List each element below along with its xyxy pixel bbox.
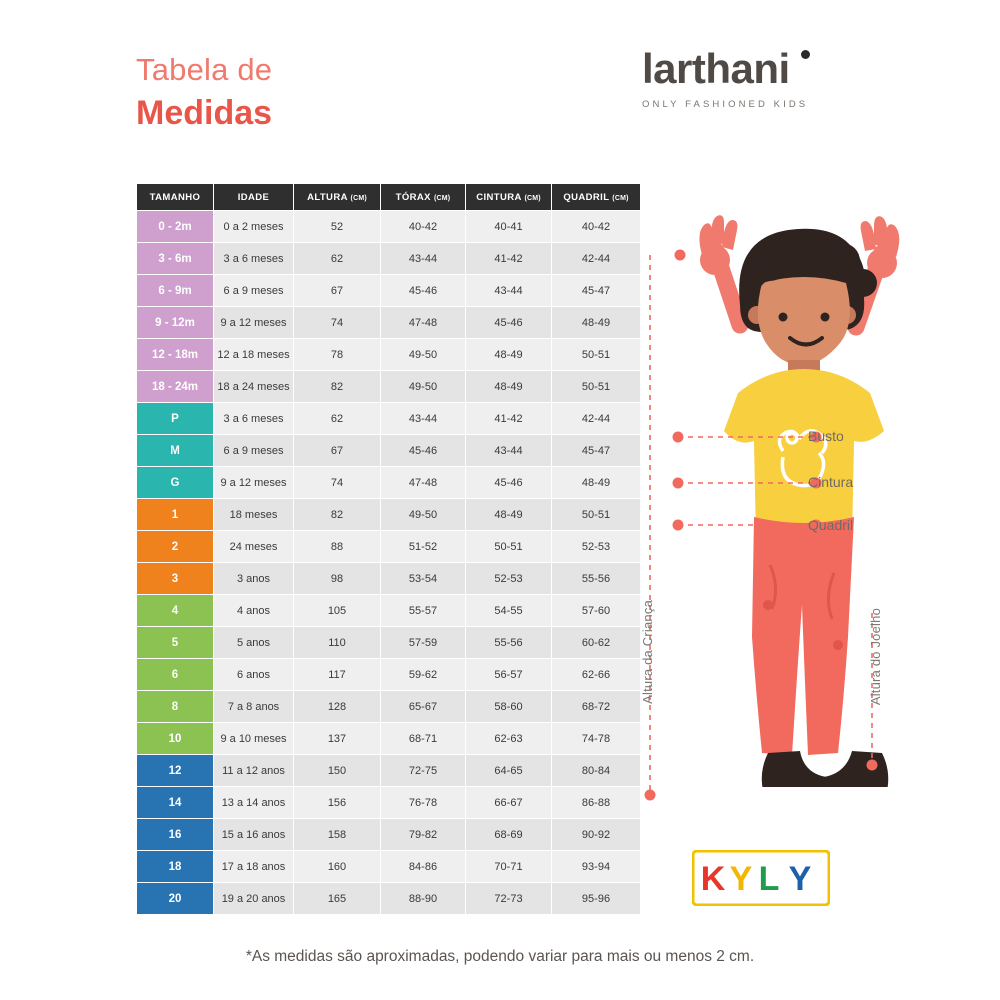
table-cell-cintura: 54-55 — [466, 595, 552, 627]
table-row — [137, 403, 641, 435]
table-row — [137, 883, 641, 915]
table-cell-quadril: 74-78 — [552, 723, 641, 755]
table-cell-quadril: 50-51 — [552, 371, 641, 403]
table-cell-quadril: 60-62 — [552, 627, 641, 659]
table-cell-altura: 98 — [294, 563, 381, 595]
table-cell-torax: 68-71 — [381, 723, 466, 755]
table-cell-altura: 158 — [294, 819, 381, 851]
table-cell-idade: 12 a 18 meses — [214, 339, 294, 371]
table-cell-size: 16 — [137, 819, 214, 851]
table-cell-size: 1 — [137, 499, 214, 531]
table-cell-idade: 6 anos — [214, 659, 294, 691]
table-row — [137, 499, 641, 531]
table-cell-torax: 57-59 — [381, 627, 466, 659]
table-header-cell — [137, 184, 214, 211]
title-line-2: Medidas — [136, 93, 273, 132]
table-header-unit: (CM) — [433, 194, 451, 202]
table-row — [137, 723, 641, 755]
table-cell-size: 12 - 18m — [137, 339, 214, 371]
table-cell-altura: 62 — [294, 403, 381, 435]
table-cell-size: 18 - 24m — [137, 371, 214, 403]
measurements-table-wrapper — [136, 183, 640, 915]
table-body — [137, 211, 641, 915]
table-header-cell — [381, 184, 466, 211]
table-header-label: IDADE — [237, 191, 270, 203]
table-cell-altura: 160 — [294, 851, 381, 883]
table-cell-altura: 165 — [294, 883, 381, 915]
table-cell-cintura: 48-49 — [466, 339, 552, 371]
table-cell-altura: 52 — [294, 211, 381, 243]
table-cell-altura: 137 — [294, 723, 381, 755]
label-altura-joelho: Altura do Joelho — [868, 608, 883, 706]
table-cell-size: 6 - 9m — [137, 275, 214, 307]
table-cell-altura: 105 — [294, 595, 381, 627]
table-cell-cintura: 41-42 — [466, 403, 552, 435]
table-cell-size: M — [137, 435, 214, 467]
table-cell-torax: 88-90 — [381, 883, 466, 915]
table-cell-torax: 47-48 — [381, 467, 466, 499]
table-cell-torax: 45-46 — [381, 435, 466, 467]
table-cell-quadril: 68-72 — [552, 691, 641, 723]
table-cell-quadril: 42-44 — [552, 403, 641, 435]
table-header-unit: (CM) — [350, 194, 367, 202]
brand-name-text: larthani — [642, 45, 790, 92]
table-row — [137, 339, 641, 371]
table-cell-quadril: 93-94 — [552, 851, 641, 883]
label-cintura: Cintura — [808, 474, 854, 490]
table-cell-quadril: 57-60 — [552, 595, 641, 627]
table-cell-altura: 74 — [294, 467, 381, 499]
table-row — [137, 627, 641, 659]
table-cell-altura: 110 — [294, 627, 381, 659]
table-cell-quadril: 55-56 — [552, 563, 641, 595]
table-cell-size: 12 — [137, 755, 214, 787]
table-cell-idade: 4 anos — [214, 595, 294, 627]
table-cell-cintura: 43-44 — [466, 275, 552, 307]
table-header-row — [137, 184, 641, 211]
table-cell-torax: 76-78 — [381, 787, 466, 819]
table-cell-torax: 79-82 — [381, 819, 466, 851]
table-header — [137, 184, 641, 211]
table-cell-quadril: 40-42 — [552, 211, 641, 243]
table-cell-altura: 82 — [294, 499, 381, 531]
table-cell-torax: 43-44 — [381, 243, 466, 275]
table-row — [137, 243, 641, 275]
table-cell-size: 2 — [137, 531, 214, 563]
table-row — [137, 755, 641, 787]
table-cell-idade: 9 a 10 meses — [214, 723, 294, 755]
table-cell-cintura: 72-73 — [466, 883, 552, 915]
table-cell-torax: 55-57 — [381, 595, 466, 627]
table-cell-cintura: 48-49 — [466, 499, 552, 531]
table-cell-idade: 3 a 6 meses — [214, 243, 294, 275]
table-cell-altura: 82 — [294, 371, 381, 403]
table-cell-idade: 9 a 12 meses — [214, 307, 294, 339]
table-cell-altura: 62 — [294, 243, 381, 275]
table-row — [137, 371, 641, 403]
table-cell-cintura: 43-44 — [466, 435, 552, 467]
table-cell-quadril: 50-51 — [552, 339, 641, 371]
face — [758, 277, 850, 365]
table-cell-size: 10 — [137, 723, 214, 755]
table-cell-quadril: 62-66 — [552, 659, 641, 691]
table-cell-size: 3 - 6m — [137, 243, 214, 275]
table-cell-idade: 15 a 16 anos — [214, 819, 294, 851]
table-cell-cintura: 45-46 — [466, 307, 552, 339]
table-cell-cintura: 40-41 — [466, 211, 552, 243]
svg-text:K: K — [700, 860, 726, 898]
table-cell-quadril: 48-49 — [552, 307, 641, 339]
table-cell-altura: 156 — [294, 787, 381, 819]
table-header-cell — [294, 184, 381, 211]
table-cell-size: 4 — [137, 595, 214, 627]
table-row — [137, 787, 641, 819]
table-cell-torax: 65-67 — [381, 691, 466, 723]
table-cell-idade: 24 meses — [214, 531, 294, 563]
table-header-label: TÓRAX — [395, 191, 431, 203]
table-cell-cintura: 70-71 — [466, 851, 552, 883]
footnote: *As medidas são aproximadas, podendo variar para mais ou menos 2 cm. — [245, 948, 755, 965]
table-cell-cintura: 50-51 — [466, 531, 552, 563]
table-cell-cintura: 64-65 — [466, 755, 552, 787]
table-cell-idade: 18 a 24 meses — [214, 371, 294, 403]
table-cell-size: 5 — [137, 627, 214, 659]
table-cell-quadril: 90-92 — [552, 819, 641, 851]
table-cell-size: 8 — [137, 691, 214, 723]
label-quadril: Quadril — [808, 517, 854, 533]
table-cell-idade: 0 a 2 meses — [214, 211, 294, 243]
table-cell-size: P — [137, 403, 214, 435]
table-cell-idade: 17 a 18 anos — [214, 851, 294, 883]
table-row — [137, 531, 641, 563]
table-cell-cintura: 55-56 — [466, 627, 552, 659]
table-cell-cintura: 58-60 — [466, 691, 552, 723]
table-cell-size: 9 - 12m — [137, 307, 214, 339]
table-cell-cintura: 62-63 — [466, 723, 552, 755]
table-cell-cintura: 66-67 — [466, 787, 552, 819]
table-row — [137, 851, 641, 883]
table-row — [137, 307, 641, 339]
brand-name — [642, 45, 808, 92]
table-cell-cintura: 68-69 — [466, 819, 552, 851]
table-row — [137, 563, 641, 595]
table-cell-torax: 72-75 — [381, 755, 466, 787]
table-cell-altura: 74 — [294, 307, 381, 339]
table-cell-idade: 6 a 9 meses — [214, 435, 294, 467]
pants — [752, 517, 854, 755]
table-row — [137, 659, 641, 691]
table-cell-torax: 47-48 — [381, 307, 466, 339]
table-cell-size: G — [137, 467, 214, 499]
table-cell-quadril: 50-51 — [552, 499, 641, 531]
table-cell-idade: 11 a 12 anos — [214, 755, 294, 787]
table-row — [137, 467, 641, 499]
page-title — [136, 52, 272, 133]
table-cell-torax: 49-50 — [381, 371, 466, 403]
brand-logo — [642, 45, 809, 110]
table-cell-torax: 53-54 — [381, 563, 466, 595]
table-cell-altura: 78 — [294, 339, 381, 371]
table-cell-size: 14 — [137, 787, 214, 819]
table-cell-torax: 45-46 — [381, 275, 466, 307]
brand-dot-icon — [801, 50, 810, 59]
table-cell-size: 6 — [137, 659, 214, 691]
table-cell-altura: 67 — [294, 275, 381, 307]
table-cell-torax: 49-50 — [381, 499, 466, 531]
svg-text:Y: Y — [788, 860, 812, 898]
label-busto: Busto — [808, 428, 844, 444]
table-cell-torax: 84-86 — [381, 851, 466, 883]
table-cell-torax: 59-62 — [381, 659, 466, 691]
table-cell-idade: 7 a 8 anos — [214, 691, 294, 723]
table-row — [137, 275, 641, 307]
table-cell-torax: 49-50 — [381, 339, 466, 371]
table-row — [137, 819, 641, 851]
table-cell-idade: 18 meses — [214, 499, 294, 531]
table-cell-quadril: 45-47 — [552, 435, 641, 467]
table-header-unit: (CM) — [524, 194, 541, 202]
svg-text:L: L — [758, 860, 780, 898]
measurements-table — [136, 183, 641, 915]
table-cell-size: 18 — [137, 851, 214, 883]
child-illustration — [620, 205, 990, 905]
shirt — [724, 369, 884, 547]
table-header-label: QUADRIL — [563, 191, 610, 203]
table-header-label: ALTURA — [307, 191, 348, 203]
table-header-cell — [466, 184, 552, 211]
table-cell-size: 20 — [137, 883, 214, 915]
table-cell-altura: 150 — [294, 755, 381, 787]
table-cell-quadril: 95-96 — [552, 883, 641, 915]
title-line-1: Tabela de — [136, 52, 273, 87]
table-cell-quadril: 48-49 — [552, 467, 641, 499]
table-cell-idade: 3 anos — [214, 563, 294, 595]
table-cell-torax: 51-52 — [381, 531, 466, 563]
table-row — [137, 211, 641, 243]
table-cell-idade: 19 a 20 anos — [214, 883, 294, 915]
table-row — [137, 435, 641, 467]
table-cell-torax: 40-42 — [381, 211, 466, 243]
table-cell-idade: 9 a 12 meses — [214, 467, 294, 499]
table-cell-idade: 6 a 9 meses — [214, 275, 294, 307]
table-cell-altura: 117 — [294, 659, 381, 691]
label-altura-crianca: Altura da Criança — [640, 600, 655, 704]
table-cell-torax: 43-44 — [381, 403, 466, 435]
table-cell-cintura: 41-42 — [466, 243, 552, 275]
table-header-label: CINTURA — [476, 191, 522, 203]
table-cell-size: 0 - 2m — [137, 211, 214, 243]
table-cell-cintura: 56-57 — [466, 659, 552, 691]
table-header-label: TAMANHO — [149, 191, 201, 203]
brand-tagline: ONLY FASHIONED KIDS — [642, 99, 809, 110]
table-cell-quadril: 52-53 — [552, 531, 641, 563]
table-cell-size: 3 — [137, 563, 214, 595]
table-cell-quadril: 45-47 — [552, 275, 641, 307]
table-cell-cintura: 52-53 — [466, 563, 552, 595]
table-cell-idade: 5 anos — [214, 627, 294, 659]
table-cell-altura: 128 — [294, 691, 381, 723]
table-cell-idade: 3 a 6 meses — [214, 403, 294, 435]
table-cell-cintura: 45-46 — [466, 467, 552, 499]
table-row — [137, 691, 641, 723]
svg-text:Y: Y — [729, 860, 753, 898]
table-header-unit: (CM) — [612, 194, 629, 202]
table-cell-quadril: 86-88 — [552, 787, 641, 819]
table-cell-quadril: 42-44 — [552, 243, 641, 275]
table-cell-idade: 13 a 14 anos — [214, 787, 294, 819]
table-row — [137, 595, 641, 627]
table-cell-altura: 88 — [294, 531, 381, 563]
kyly-logo — [692, 850, 830, 906]
table-cell-altura: 67 — [294, 435, 381, 467]
table-cell-quadril: 80-84 — [552, 755, 641, 787]
table-header-cell — [214, 184, 294, 211]
table-cell-cintura: 48-49 — [466, 371, 552, 403]
